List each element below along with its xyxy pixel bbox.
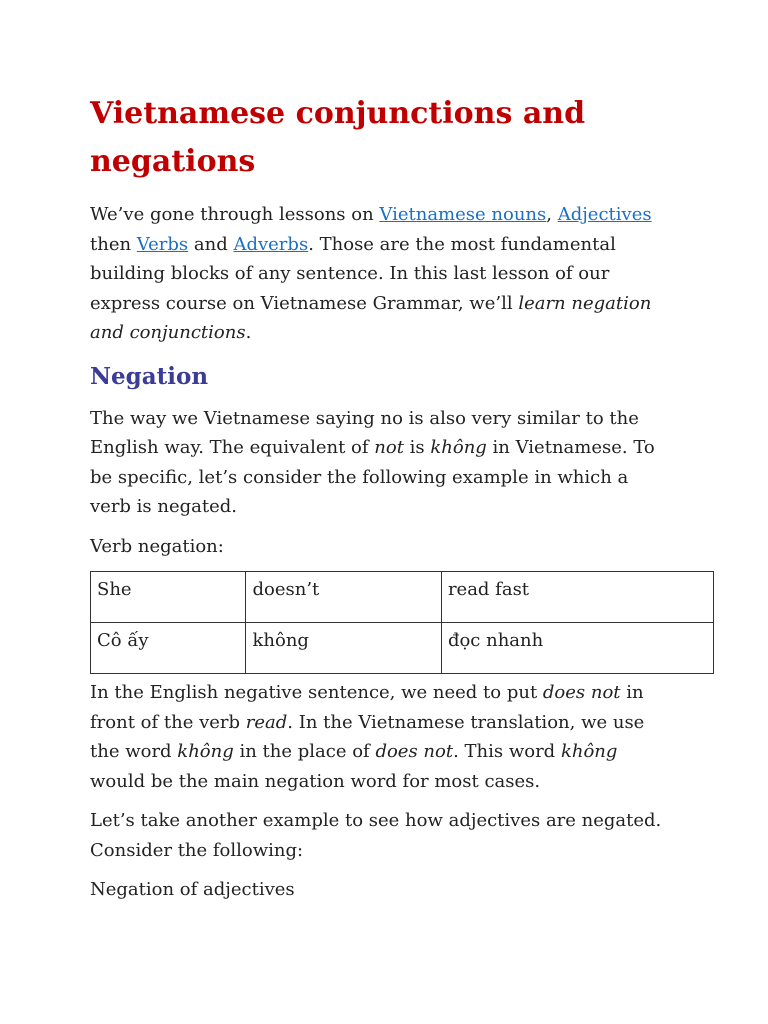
intro-text-3: then xyxy=(90,233,137,255)
neg-p2-text-4: in the place of xyxy=(233,741,376,762)
table-cell: Cô ấy xyxy=(91,623,246,674)
neg-p1-em-1: not xyxy=(374,437,404,458)
link-adjectives[interactable]: Adjectives xyxy=(557,204,652,225)
intro-text-1: We’ve gone through lessons on xyxy=(90,204,380,225)
intro-paragraph xyxy=(90,200,670,348)
neg-p2-em-5: không xyxy=(560,741,618,762)
neg-p2-text-5: . This word xyxy=(453,741,561,762)
neg-p1-text-2: is xyxy=(403,437,431,458)
table-cell: She xyxy=(91,572,246,623)
neg-p2-text-2: in front of the verb xyxy=(90,682,644,733)
negation-paragraph-1 xyxy=(90,404,670,522)
intro-text-4: and xyxy=(188,233,234,255)
intro-emphasis: learn negation and conjunctions xyxy=(90,292,652,343)
section-heading-negation: Negation xyxy=(90,362,209,390)
table-row xyxy=(91,572,714,623)
neg-p2-text-6: would be the main negation word for most cases. xyxy=(90,770,541,792)
table-cell: đọc nhanh xyxy=(441,623,713,674)
neg-p2-em-1: does not xyxy=(542,682,621,703)
negation-paragraph-3: Let’s take another example to see how adjectives are negated. Consider the following: xyxy=(90,810,662,861)
neg-p2-text-1: In the English negative sentence, we need to put xyxy=(90,682,543,703)
link-vietnamese-nouns[interactable]: Vietnamese nouns xyxy=(379,204,547,225)
link-adverbs[interactable]: Adverbs xyxy=(233,233,309,255)
neg-p2-em-3: không xyxy=(177,741,234,762)
verb-negation-table xyxy=(90,571,714,674)
neg-p2-em-4: does not xyxy=(375,741,454,762)
table-cell: read fast xyxy=(441,572,713,623)
intro-text-6: . xyxy=(245,322,252,343)
page-title: Vietnamese conjunctions and negations xyxy=(90,96,586,179)
neg-p1-em-2: không xyxy=(430,437,487,458)
neg-p2-em-2: read xyxy=(245,711,288,733)
link-verbs[interactable]: Verbs xyxy=(136,233,189,255)
neg-p1-text-3: in Vietnamese. To be specific, let’s consider the following example in which a verb is negated. xyxy=(90,437,655,517)
table-row xyxy=(91,623,714,674)
negation-paragraph-2 xyxy=(90,678,670,796)
table-cell: không xyxy=(246,623,441,674)
neg-p1-text-1: The way we Vietnamese saying no is also very similar to the English way. The equivalent of xyxy=(90,407,639,458)
intro-text-5: . Those are the most fundamental building blocks of any sentence. In this last lesson of our express course on Vietnamese Grammar, we’ll xyxy=(90,233,616,314)
intro-text-2: , xyxy=(546,204,558,225)
neg-p2-text-3: . In the Vietnamese translation, we use the word xyxy=(90,711,645,762)
negation-of-adjectives-label: Negation of adjectives xyxy=(90,879,295,900)
table-cell: doesn’t xyxy=(246,572,441,623)
verb-negation-label: Verb negation: xyxy=(90,535,224,557)
